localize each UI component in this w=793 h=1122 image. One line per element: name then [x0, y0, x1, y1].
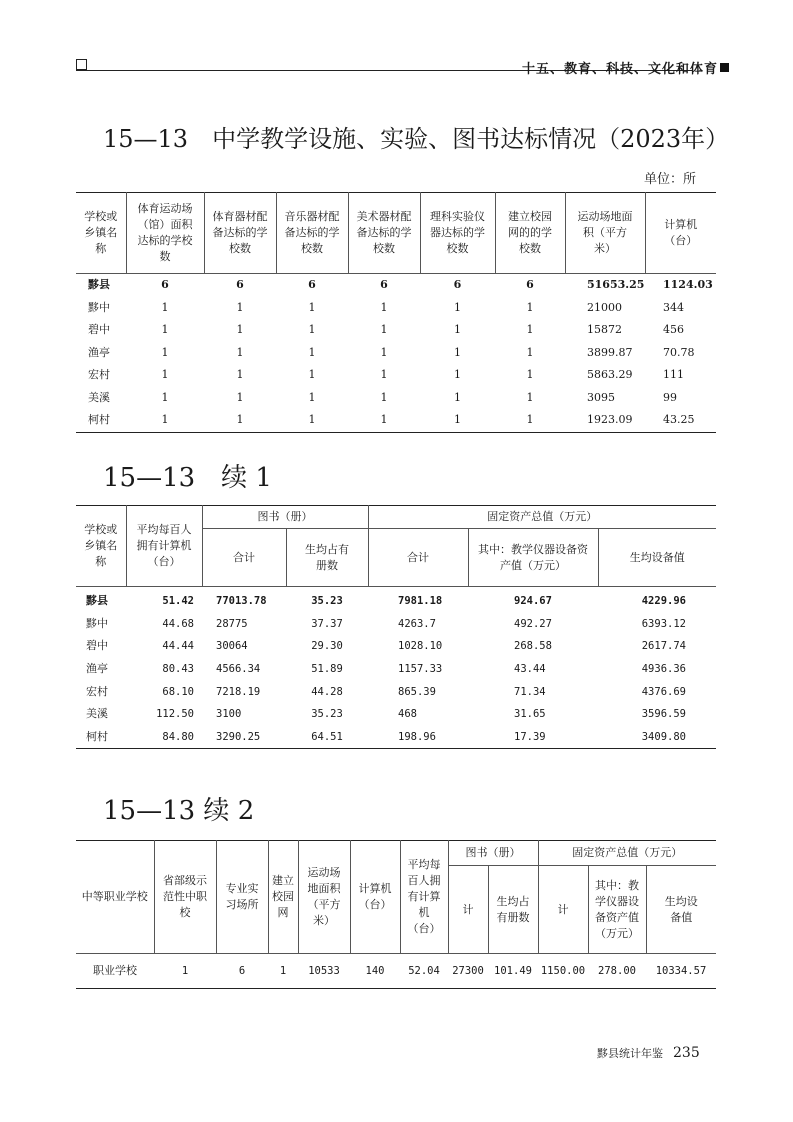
table-cell: 美溪 — [88, 390, 110, 404]
table-cell: 1 — [526, 345, 534, 359]
table-cell: 3290.25 — [216, 730, 261, 743]
col-header: 建立校园网 — [268, 841, 298, 954]
book-name: 黟县统计年鉴 — [597, 1047, 663, 1060]
table-cell: 44.68 — [162, 617, 194, 630]
col-header: 其中：教学仪器设备资产值（万元） — [468, 529, 598, 587]
col-header: 计 — [448, 866, 488, 954]
col-header: 固定资产总值（万元） — [538, 841, 716, 866]
table-cell: 71.34 — [514, 685, 546, 698]
table-cell: 渔亭 — [86, 662, 108, 676]
table-cell: 3095 — [587, 390, 615, 404]
table-cell: 美溪 — [86, 707, 108, 721]
table-cell: 宏村 — [86, 684, 108, 698]
table-cell: 43.25 — [663, 413, 695, 427]
table-cell: 1 — [380, 390, 388, 404]
table-cell: 1 — [161, 390, 169, 404]
table-cell: 4376.69 — [641, 685, 686, 698]
header-box-icon — [76, 59, 87, 70]
table-row — [76, 635, 716, 658]
table-cell: 1028.10 — [398, 640, 443, 653]
unit-label: 单位：所 — [644, 172, 697, 187]
table-cell: 3409.80 — [641, 730, 686, 743]
table-row — [76, 680, 716, 703]
table-cell: 5863.29 — [587, 368, 633, 382]
table-cell: 1 — [454, 390, 461, 404]
table-cell: 柯村 — [86, 729, 108, 743]
table-cell: 31.65 — [514, 708, 546, 721]
table-cell: 黟中 — [88, 300, 110, 314]
table-cell: 924.67 — [514, 595, 552, 608]
col-header: 运动场地面积（平方米） — [565, 193, 645, 274]
table-cell: 1 — [236, 300, 244, 314]
table-cell: 6393.12 — [641, 617, 686, 630]
black-square-icon — [720, 63, 729, 72]
table-cell: 111 — [663, 368, 684, 382]
section-title-text: 十五、教育、科技、文化和体育 — [522, 62, 719, 77]
table-row-total — [76, 274, 716, 297]
table-cell: 28775 — [216, 617, 248, 630]
table-cell: 碧中 — [88, 323, 110, 337]
table-cell: 37.37 — [311, 617, 343, 630]
col-header: 美术器材配备达标的学校数 — [348, 193, 420, 274]
table-cell: 198.96 — [398, 730, 436, 743]
col-header: 体育运动场（馆）面积达标的学校数 — [126, 193, 204, 274]
table-cell: 44.44 — [162, 640, 194, 653]
facilities-table — [76, 192, 716, 433]
col-header: 省部级示范性中职校 — [154, 841, 216, 954]
col-header: 其中：教学仪器设备资产值（万元） — [588, 866, 646, 954]
table-cell: 1 — [279, 965, 287, 977]
col-header: 计算机（台） — [350, 841, 400, 954]
table-cell: 1 — [236, 368, 244, 382]
table-cell: 6 — [236, 278, 244, 292]
table-cell: 21000 — [587, 300, 622, 314]
col-header: 中等职业学校 — [76, 841, 154, 954]
table-cell: 492.27 — [514, 617, 552, 630]
col-header: 生均设备值 — [646, 866, 716, 954]
table-row — [76, 409, 716, 432]
table-cell: 1 — [308, 368, 316, 382]
table-cell: 3100 — [216, 708, 242, 721]
table-cell: 1 — [161, 300, 169, 314]
col-header: 计 — [538, 866, 588, 954]
table-cell: 6 — [453, 278, 462, 292]
table-cell: 1 — [236, 345, 244, 359]
table-cell: 456 — [663, 323, 684, 337]
col-header: 合计 — [368, 529, 468, 587]
col-header: 体育器材配备达标的学校数 — [204, 193, 276, 274]
table-row — [76, 613, 716, 636]
table-cell: 865.39 — [398, 685, 436, 698]
table-cell: 7981.18 — [398, 595, 443, 608]
page-title: 15—13 中学教学设施、实验、图书达标情况（2023年） — [103, 125, 730, 153]
col-header: 图书（册） — [202, 506, 368, 529]
table-cell: 51.42 — [162, 595, 194, 608]
table-cell: 1 — [161, 345, 169, 359]
table-cell: 140 — [365, 965, 385, 977]
books-assets-table — [76, 505, 716, 749]
table-cell: 1 — [308, 323, 316, 337]
col-header: 图书（册） — [448, 841, 538, 866]
table-cell: 柯村 — [88, 413, 110, 427]
page-footer — [597, 1045, 700, 1061]
table-cell: 1 — [454, 345, 461, 359]
table-cell: 1 — [161, 368, 169, 382]
continuation-title-1: 15—13 续 1 — [103, 463, 272, 493]
table-cell: 15872 — [587, 323, 622, 337]
table-cell: 职业学校 — [93, 964, 137, 977]
table-cell: 6 — [238, 965, 246, 977]
table-cell: 黟县 — [88, 278, 110, 292]
table-cell: 268.58 — [514, 640, 552, 653]
table-cell: 51.89 — [311, 663, 343, 676]
table-cell: 1 — [308, 413, 316, 427]
table-cell: 渔亭 — [88, 345, 110, 359]
table-row — [76, 319, 716, 342]
col-header: 学校或乡镇名称 — [76, 193, 126, 274]
table-cell: 3899.87 — [587, 345, 633, 359]
table-cell: 3596.59 — [641, 708, 686, 721]
table-cell: 黟县 — [86, 594, 108, 608]
table-header-row — [76, 193, 716, 274]
table-cell: 30064 — [216, 640, 248, 653]
table-cell: 1 — [454, 300, 461, 314]
table-cell: 1 — [380, 368, 388, 382]
table-cell: 1 — [380, 300, 388, 314]
table-cell: 99 — [663, 390, 677, 404]
table-cell: 68.10 — [162, 685, 194, 698]
table-cell: 278.00 — [598, 965, 636, 977]
table-header-row — [76, 841, 716, 866]
table-cell: 1 — [380, 413, 388, 427]
table-cell: 10334.57 — [655, 965, 707, 977]
table-cell: 29.30 — [311, 640, 343, 653]
table-cell: 1150.00 — [540, 965, 586, 977]
table-cell: 6 — [308, 278, 316, 292]
table-cell: 碧中 — [86, 639, 108, 653]
table-cell: 7218.19 — [216, 685, 261, 698]
col-header: 专业实习场所 — [216, 841, 268, 954]
col-header: 生均设备值 — [598, 529, 716, 587]
col-header: 合计 — [202, 529, 286, 587]
col-header: 平均每百人拥有计算机（台） — [400, 841, 448, 954]
table-row — [76, 726, 716, 749]
table-cell: 70.78 — [663, 345, 695, 359]
table-cell: 1 — [526, 300, 534, 314]
col-header: 计算机（台） — [645, 193, 716, 274]
table-cell: 1157.33 — [398, 663, 443, 676]
table-cell: 1 — [526, 390, 534, 404]
vocational-table — [76, 840, 716, 989]
table-row — [76, 703, 716, 726]
col-header: 生均占有册数 — [286, 529, 368, 587]
table-cell: 112.50 — [156, 708, 194, 721]
table-cell: 101.49 — [494, 965, 532, 977]
table-cell: 1923.09 — [587, 413, 633, 427]
table-cell: 1 — [161, 413, 169, 427]
table-cell: 43.44 — [514, 663, 546, 676]
table-cell: 6 — [161, 278, 169, 292]
table-cell: 1 — [308, 345, 316, 359]
table-cell: 1 — [454, 368, 461, 382]
table-cell: 80.43 — [162, 663, 194, 676]
table-cell: 1 — [236, 323, 244, 337]
table-cell: 10533 — [308, 965, 340, 977]
table-cell: 77013.78 — [216, 595, 267, 608]
col-header: 理科实验仪器达标的学校数 — [420, 193, 495, 274]
table-row-total — [76, 587, 716, 613]
col-header: 生均占有册数 — [488, 866, 538, 954]
page-number: 235 — [673, 1045, 700, 1061]
table-cell: 1 — [308, 390, 316, 404]
table-cell: 2617.74 — [641, 640, 686, 653]
table-row — [76, 342, 716, 365]
table-cell: 1 — [380, 345, 388, 359]
table-cell: 宏村 — [88, 368, 110, 382]
table-cell: 1 — [236, 413, 244, 427]
table-cell: 64.51 — [311, 730, 343, 743]
continuation-title-2: 15—13 续 2 — [103, 796, 255, 826]
table-cell: 35.23 — [311, 595, 343, 608]
col-header: 学校或乡镇名称 — [76, 506, 126, 587]
table-cell: 1 — [181, 965, 189, 977]
table-cell: 1 — [526, 368, 534, 382]
table-row — [76, 658, 716, 681]
table-cell: 52.04 — [408, 965, 440, 977]
table-cell: 44.28 — [311, 685, 343, 698]
table-cell: 6 — [380, 278, 388, 292]
table-cell: 4263.7 — [398, 617, 436, 630]
table-cell: 4566.34 — [216, 663, 261, 676]
table-cell: 1 — [454, 323, 461, 337]
table-header-row — [76, 506, 716, 529]
col-header: 音乐器材配备达标的学校数 — [276, 193, 348, 274]
col-header: 固定资产总值（万元） — [368, 506, 716, 529]
table-cell: 51653.25 — [587, 278, 645, 292]
table-cell: 1 — [236, 390, 244, 404]
table-cell: 6 — [526, 278, 534, 292]
table-row — [76, 954, 716, 989]
table-row — [76, 364, 716, 387]
table-row — [76, 297, 716, 320]
table-cell: 17.39 — [514, 730, 546, 743]
table-cell: 344 — [663, 300, 684, 314]
table-row — [76, 387, 716, 410]
table-cell: 1 — [526, 413, 534, 427]
table-cell: 黟中 — [86, 616, 108, 630]
table-cell: 1 — [161, 323, 169, 337]
col-header: 运动场地面积（平方米） — [298, 841, 350, 954]
col-header: 平均每百人拥有计算机（台） — [126, 506, 202, 587]
table-cell: 1 — [454, 413, 461, 427]
col-header: 建立校园网的的学校数 — [495, 193, 565, 274]
table-cell: 468 — [398, 708, 417, 721]
table-cell: 1124.03 — [663, 278, 713, 292]
table-cell: 1 — [308, 300, 316, 314]
section-title — [522, 58, 729, 77]
table-cell: 84.80 — [162, 730, 194, 743]
table-cell: 27300 — [452, 965, 484, 977]
table-cell: 35.23 — [311, 708, 343, 721]
table-cell: 1 — [526, 323, 534, 337]
table-cell: 1 — [380, 323, 388, 337]
table-cell: 4229.96 — [641, 595, 686, 608]
table-cell: 4936.36 — [641, 663, 686, 676]
